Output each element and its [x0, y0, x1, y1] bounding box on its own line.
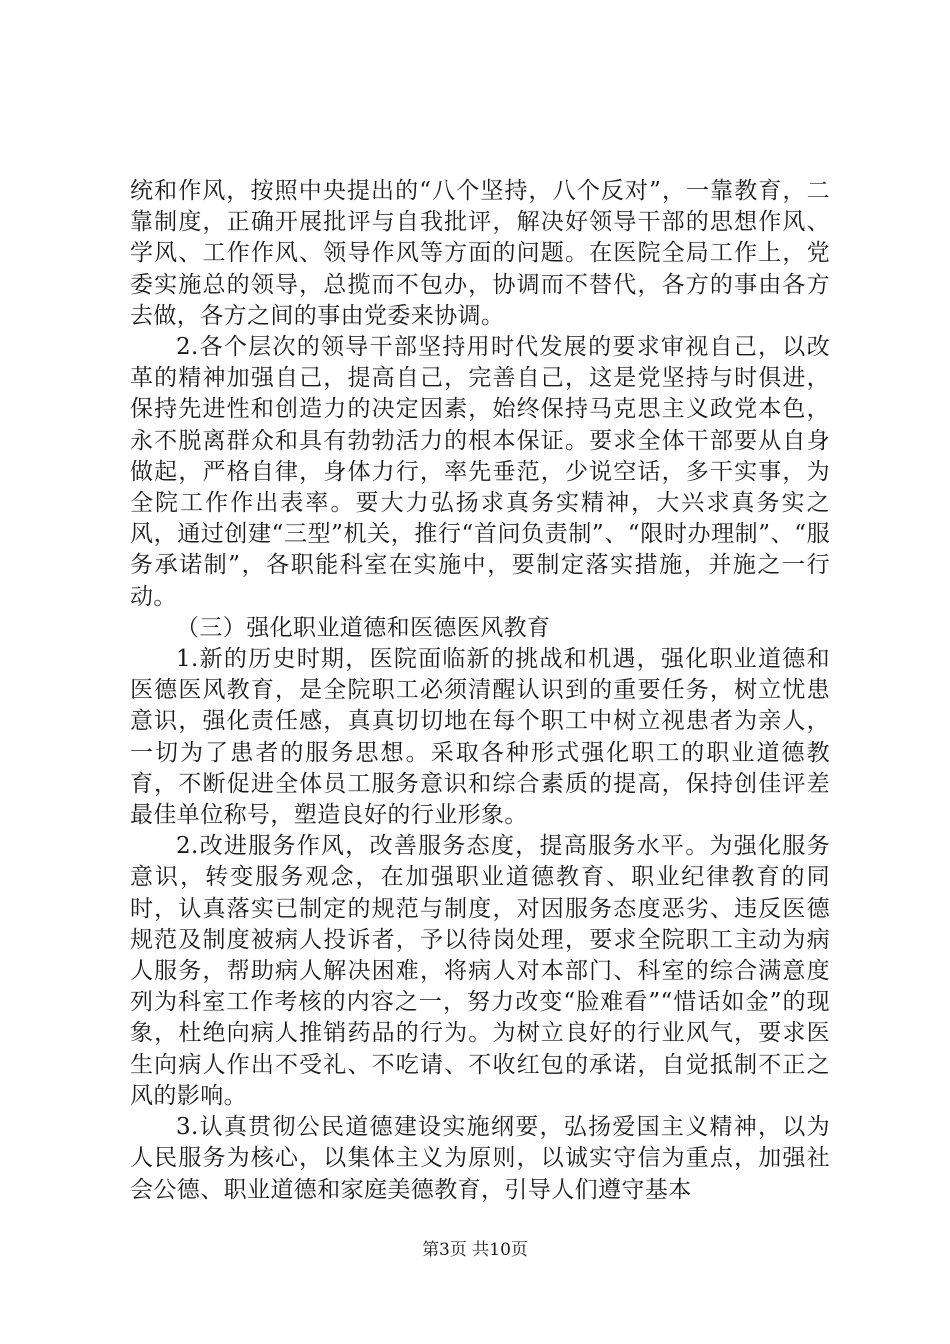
paragraph-1: 统和作风，按照中央提出的“八个坚持，八个反对”，一靠教育，二靠制度，正确开展批评与自我批评，解决好领导干部的思想作风、学风、工作作风、领导作风等方面的问题。在医院全局工作上，党委实施总的领导，总揽而不包办，协调而不替代，各方的事由各方去做，各方之间的事由党委来协调。 — [130, 178, 830, 329]
document-body — [130, 176, 830, 1206]
paragraph-4: 2.改进服务作风，改善服务态度，提高服务水平。为强化服务意识，转变服务观念，在加强职业道德教育、职业纪律教育的同时，认真落实已制定的规范与制度，对因服务态度恶劣、违反医德规范及制度被病人投诉者，予以待岗处理，要求全院职工主动为病人服务，帮助病人解决困难，将病人对本部门、科室的综合满意度列为科室工作考核的内容之一，努力改变“脸难看”“惜话如金”的现象，杜绝向病人推销药品的行为。为树立良好的行业风气，要求医生向病人作出不受礼、不吃请、不收红包的承诺，自觉抵制不正之风的影响。 — [130, 833, 830, 1109]
page-number-footer: 第3页 共10页 — [422, 1240, 528, 1260]
paragraph-2: 2.各个层次的领导干部坚持用时代发展的要求审视自己，以改革的精神加强自己，提高自己，完善自己，这是党坚持与时俱进，保持先进性和创造力的决定因素，始终保持马克思主义政党本色，永不脱离群众和具有勃勃活力的根本保证。要求全体干部要从自身做起，严格自律，身体力行，率先垂范，少说空话，多干实事，为全院工作作出表率。要大力弘扬求真务实精神，大兴求真务实之风，通过创建“三型”机关，推行“首问负责制”、“限时办理制”、“服务承诺制”，各职能科室在实施中，要制定落实措施，并施之一行动。 — [130, 334, 830, 610]
paragraph-5: 3.认真贯彻公民道德建设实施纲要，弘扬爱国主义精神，以为人民服务为核心，以集体主义为原则，以诚实守信为重点，加强社会公德、职业道德和家庭美德教育，引导人们遵守基本 — [130, 1114, 830, 1203]
section-heading: （三）强化职业道德和医德医风教育 — [176, 614, 551, 641]
paragraph-3: 1.新的历史时期，医院面临新的挑战和机遇，强化职业道德和医德医风教育，是全院职工必须清醒认识到的重要任务，树立忧患意识，强化责任感，真真切切地在每个职工中树立视患者为亲人，一切为了患者的服务思想。采取各种形式强化职工的职业道德教育，不断促进全体员工服务意识和综合素质的提高，保持创佳评差最佳单位称号，塑造良好的行业形象。 — [130, 646, 830, 829]
